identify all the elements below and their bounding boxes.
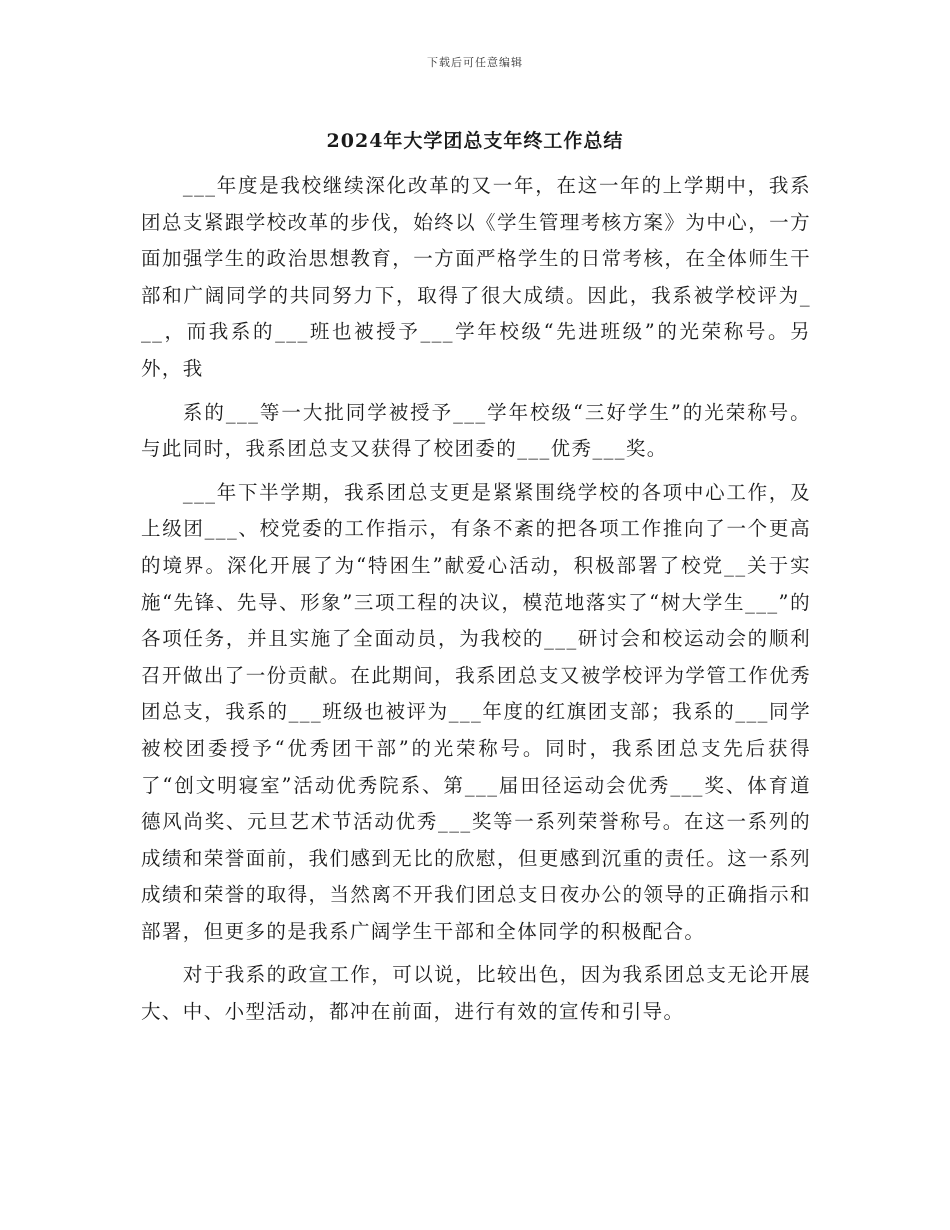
paragraph: 系的___等一大批同学被授予___学年校级“三好学生”的光荣称号。与此同时，我系团总支又获得了校团委的___优秀___奖。 [141, 400, 811, 461]
paragraph: ___年下半学期，我系团总支更是紧紧围绕学校的各项中心工作，及上级团___、校党委的工作指示，有条不紊的把各项工作推向了一个更高的境界。深化开展了为“特困生”献爱心活动，积极部署了校党__关于实施“先锋、先导、形象”三项工程的决议，模范地落实了“树大学生___”的各项任务，并且实施了全面动员，为我校的___研讨会和校运动会的顺利召开做出了一份贡献。在此期间，我系团总支又被学校评为学管工作优秀团总支，我系的___班级也被评为___年度的红旗团支部；我系的___同学被校团委授予“优秀团干部”的光荣称号。同时，我系团总支先后获得了“创文明寝室”活动优秀院系、第___届田径运动会优秀___奖、体育道德风尚奖、元旦艺术节活动优秀___奖等一系列荣誉称号。在这一系列的成绩和荣誉面前，我们感到无比的欣慰，但更感到沉重的责任。这一系列成绩和荣誉的取得，当然离不开我们团总支日夜办公的领导的正确指示和部署，但更多的是我系广阔学生干部和全体同学的积极配合。 [141, 480, 811, 943]
header-note: 下载后可任意编辑 [427, 56, 523, 69]
paragraph: ___年度是我校继续深化改革的又一年，在这一年的上学期中，我系团总支紧跟学校改革的步伐，始终以《学生管理考核方案》为中心，一方面加强学生的政治思想教育，一方面严格学生的日常考核，在全体师生干部和广阔同学的共同努力下，取得了很大成绩。因此，我系被学校评为___，而我系的___班也被授予___学年校级“先进班级”的光荣称号。另外，我 [141, 174, 811, 380]
document-body [141, 168, 811, 1038]
paragraph: 对于我系的政宣工作，可以说，比较出色，因为我系团总支无论开展大、中、小型活动，都冲在前面，进行有效的宣传和引导。 [141, 963, 811, 1024]
document-title: 2024年大学团总支年终工作总结 [326, 130, 624, 152]
